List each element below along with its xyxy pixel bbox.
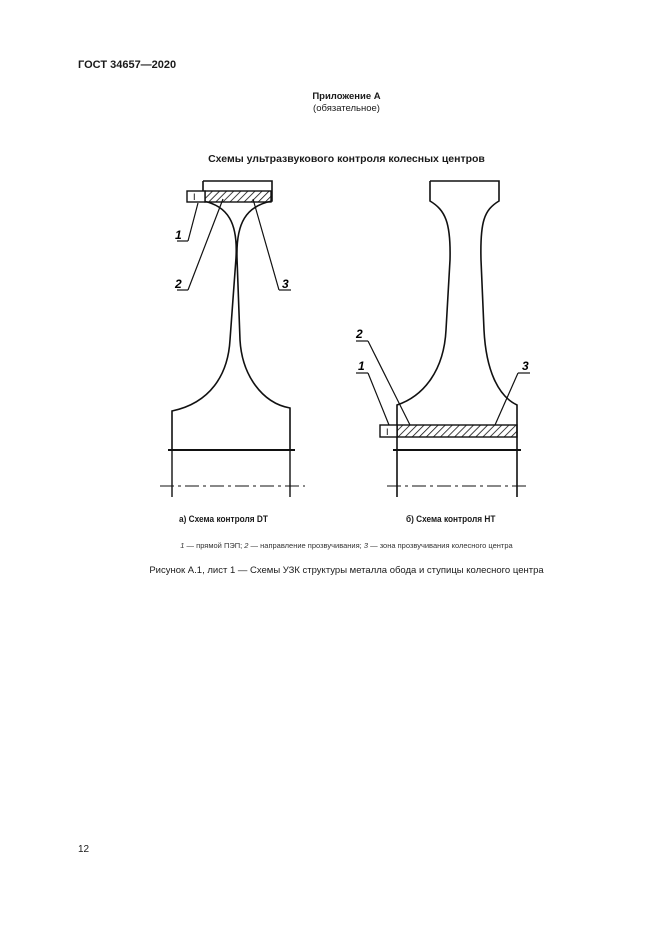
probe-label-b: I xyxy=(386,427,389,437)
label-1-b: 1 xyxy=(358,359,365,373)
probe-label-a: I xyxy=(193,192,196,202)
subfigure-b-caption: б) Схема контроля HT xyxy=(406,514,496,524)
appendix-status: (обязательное) xyxy=(313,103,380,114)
wheel-center-profile-a xyxy=(172,181,290,450)
figure-legend: 1 — прямой ПЭП; 2 — направление прозвучивания; 3 — зона прозвучивания колесного центра xyxy=(180,541,513,550)
figure-caption: Рисунок А.1, лист 1 — Схемы УЗК структуры металла обода и ступицы колесного центра xyxy=(149,565,544,576)
scheme-a-diagram xyxy=(160,181,305,497)
scheme-b-diagram xyxy=(355,181,530,497)
label-1-a: 1 xyxy=(175,228,182,242)
scan-zone-a xyxy=(205,191,271,202)
subfigure-a-caption: а) Схема контроля DT xyxy=(179,514,268,524)
label-3-a: 3 xyxy=(282,277,289,291)
document-code: ГОСТ 34657—2020 xyxy=(78,59,177,71)
figure-title: Схемы ультразвукового контроля колесных центров xyxy=(208,153,485,165)
label-2-b: 2 xyxy=(356,327,363,341)
page-number: 12 xyxy=(78,844,90,855)
label-3-b: 3 xyxy=(522,359,529,373)
label-2-a: 2 xyxy=(175,277,182,291)
appendix-title: Приложение А xyxy=(312,91,381,102)
probe-a xyxy=(187,191,205,202)
scan-zone-b xyxy=(397,425,517,437)
